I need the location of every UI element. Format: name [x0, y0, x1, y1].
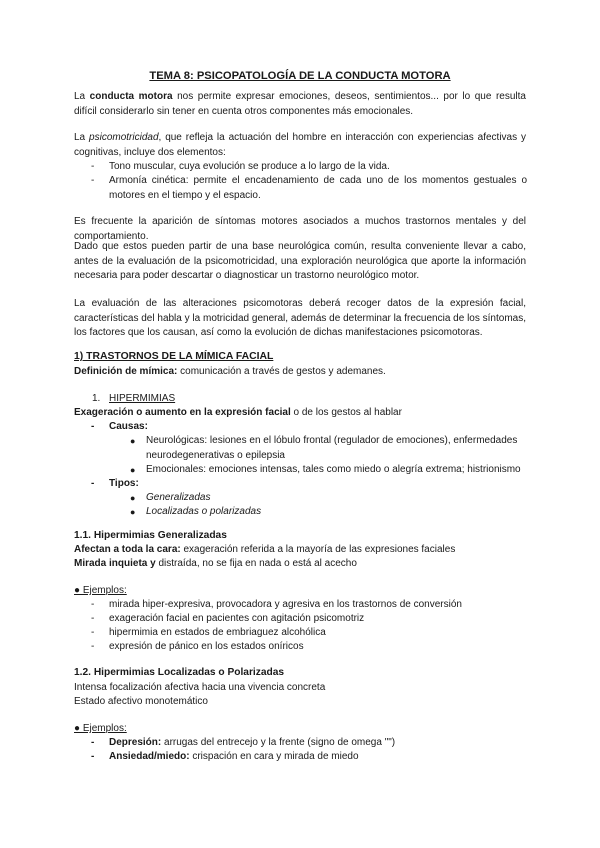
dash-bullet: - — [91, 175, 95, 186]
dash-bullet: - — [91, 613, 95, 624]
ejemplo-bold: Ansiedad/miedo: — [109, 751, 190, 762]
hipermimias-description — [74, 406, 526, 421]
ejemplo-rest: crispación en cara y mirada de miedo — [189, 751, 359, 762]
dash-bullet: - — [91, 161, 95, 172]
tipo-item: Generalizadas — [146, 492, 211, 503]
ejemplo-item — [109, 750, 529, 765]
ejemplo-item: exageración facial en pacientes con agitación psicomotriz — [109, 613, 365, 624]
psico-item: Armonía cinética: permite el encadenamiento de cada uno de los momentos gestuales o motores en el tiempo y el espacio. — [109, 175, 527, 201]
psico-rest: , que refleja la actuación del hombre en interacción con experiencias afectivas y cognitivas, incluye dos elementos: — [74, 132, 527, 158]
ejemplos-label: ● Ejemplos: — [74, 585, 127, 596]
mimica-definition — [74, 365, 526, 380]
dash-bullet: - — [91, 421, 95, 432]
dot-bullet: ● — [130, 436, 136, 446]
causas-label: Causas: — [109, 421, 148, 432]
hipermimias-heading: HIPERMIMIAS — [109, 393, 176, 404]
ejemplo-rest: arrugas del entrecejo y la frente (signo de omega "") — [161, 737, 396, 748]
generalizadas-line-1 — [74, 543, 526, 558]
evaluacion-paragraph: La evaluación de las alteraciones psicomotoras deberá recoger datos de la expresión facial, características del habla y la motricidad general, además de determinar la frecuencia de los síntomas, los factores que los causan, así como la evolución de dichas manifestaciones psicomotoras. — [74, 298, 526, 339]
desc-rest: o de los gestos al hablar — [290, 407, 402, 418]
dash-bullet: - — [91, 627, 95, 638]
causa-item: Neurológicas: lesiones en el lóbulo frontal (regulador de emociones), enfermedades neurodegenerativas o epilepsia — [146, 435, 518, 461]
ejemplo-bold: Depresión: — [109, 737, 162, 748]
section-heading: 1) TRASTORNOS DE LA MÍMICA FACIAL — [74, 351, 274, 362]
l2-rest: distraída, no se fija en nada o está al acecho — [155, 558, 357, 569]
dot-bullet: ● — [130, 507, 136, 517]
dash-bullet: - — [91, 641, 95, 652]
ejemplo-item: hipermimia en estados de embriaguez alcohólica — [109, 627, 326, 638]
intro-lead: La — [74, 91, 90, 102]
l1-rest: exageración referida a la mayoría de las expresiones faciales — [180, 544, 456, 555]
list-number: 1. — [92, 393, 101, 404]
sintomas-paragraph-1: Es frecuente la aparición de síntomas motores asociados a muchos trastornos mentales y del comportamiento. — [74, 216, 526, 242]
ejemplo-item: expresión de pánico en los estados oníricos — [109, 641, 304, 652]
dot-bullet: ● — [130, 465, 136, 475]
page-title: TEMA 8: PSICOPATOLOGÍA DE LA CONDUCTA MOTORA — [149, 70, 451, 82]
sintomas-paragraph-2: Dado que estos pueden partir de una base neurológica común, resulta conveniente llevar a cabo, antes de la evaluación de la psicomotricidad, una exploración neurológica que aporte la información necesaria para poder descartar o diagnosticar un trastorno neurológico motor. — [74, 241, 526, 282]
tipo-item: Localizadas o polarizadas — [146, 506, 262, 517]
definition-label: Definición de mímica: — [74, 366, 178, 377]
intro-term: conducta motora — [89, 91, 173, 102]
intro-paragraph — [74, 90, 526, 119]
l1-bold: Afectan a toda la cara: — [74, 544, 181, 555]
ejemplo-item — [109, 736, 529, 751]
causa-item: Emocionales: emociones intensas, tales como miedo o alegría extrema; histrionismo — [146, 464, 521, 475]
subsection-heading: 1.2. Hipermimias Localizadas o Polarizadas — [74, 667, 285, 678]
psico-term: psicomotricidad — [89, 132, 159, 143]
localizadas-line-1: Intensa focalización afectiva hacia una vivencia concreta — [74, 682, 326, 693]
generalizadas-line-2 — [74, 557, 526, 572]
subsection-heading: 1.1. Hipermimias Generalizadas — [74, 530, 227, 541]
ejemplo-item: mirada hiper-expresiva, provocadora y agresiva en los trastornos de conversión — [109, 599, 462, 610]
localizadas-line-2: Estado afectivo monotemático — [74, 696, 208, 707]
desc-bold: Exageración o aumento en la expresión facial — [74, 407, 291, 418]
definition-text: comunicación a través de gestos y ademanes. — [177, 366, 386, 377]
dash-bullet: - — [91, 737, 95, 748]
dash-bullet: - — [91, 478, 95, 489]
tipos-label: Tipos: — [109, 478, 139, 489]
psico-lead: La — [74, 132, 90, 143]
l2-bold: Mirada inquieta y — [74, 558, 156, 569]
dot-bullet: ● — [130, 493, 136, 503]
intro-rest: nos permite expresar emociones, deseos, sentimientos... por lo que resulta difícil considerarlo sin tener en cuenta otros componentes más emocionales. — [74, 91, 526, 117]
dash-bullet: - — [91, 751, 95, 762]
dash-bullet: - — [91, 599, 95, 610]
psico-item: Tono muscular, cuya evolución se produce a lo largo de la vida. — [109, 161, 390, 172]
ejemplos-label: ● Ejemplos: — [74, 723, 127, 734]
psicomotricidad-paragraph — [74, 131, 526, 160]
